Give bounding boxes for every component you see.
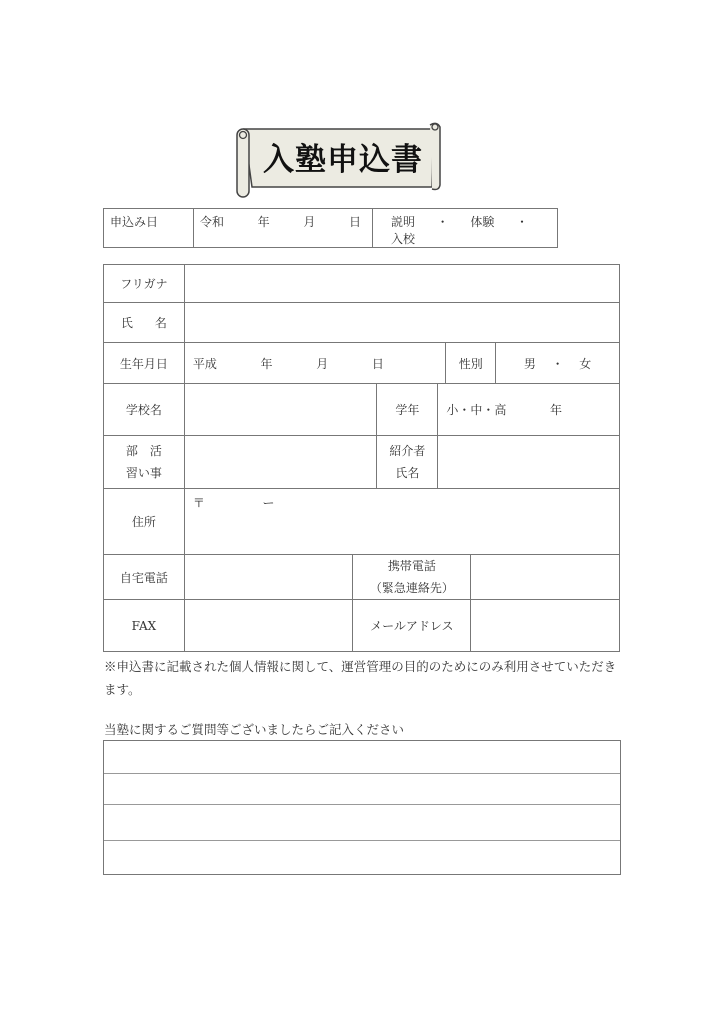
birthdate-field[interactable]: 平成 年 月 日 [184, 343, 445, 384]
application-date-label: 申込み日 [104, 209, 194, 248]
gender-options: 男 ・ 女 [496, 343, 620, 384]
home-phone-field[interactable] [184, 555, 353, 600]
mobile-phone-field[interactable] [471, 555, 620, 600]
application-date-field[interactable] [194, 209, 373, 248]
address-label: 住所 [104, 489, 185, 555]
student-info-table [103, 264, 620, 652]
grade-field[interactable]: 小・中・高 年 [438, 384, 620, 436]
title-banner [234, 121, 444, 199]
school-label: 学校名 [104, 384, 185, 436]
page-title: 入塾申込書 [263, 142, 423, 178]
purpose-enroll[interactable]: 入校 [391, 232, 416, 246]
postal-dash: ー [262, 496, 275, 510]
referrer-field[interactable] [438, 436, 620, 489]
furigana-field[interactable] [184, 265, 619, 303]
purpose-options: 説明 ・ 体験 ・ 入校 [373, 209, 558, 248]
ruled-line [104, 773, 620, 774]
day-unit: 日 [349, 215, 362, 229]
questions-box[interactable] [103, 740, 621, 875]
era-text: 令和 [200, 215, 225, 229]
name-label: 氏 名 [104, 303, 185, 343]
name-field[interactable] [184, 303, 619, 343]
fax-field[interactable] [184, 600, 353, 652]
furigana-label: フリガナ [104, 265, 185, 303]
school-field[interactable] [184, 384, 377, 436]
application-date-table [103, 208, 558, 248]
fax-label: FAX [104, 600, 185, 652]
home-phone-label: 自宅電話 [104, 555, 185, 600]
address-field[interactable] [184, 489, 619, 555]
purpose-explanation[interactable]: 説明 [391, 215, 416, 229]
postal-mark: 〒 [192, 496, 205, 510]
grade-label: 学年 [377, 384, 438, 436]
month-unit: 月 [303, 215, 316, 229]
birthdate-label: 生年月日 [104, 343, 185, 384]
email-label: メールアドレス [353, 600, 471, 652]
gender-male[interactable]: 男 [523, 356, 536, 371]
purpose-trial[interactable]: 体験 [470, 215, 495, 229]
ruled-line [104, 840, 620, 841]
gender-label: 性別 [446, 343, 496, 384]
year-unit: 年 [257, 215, 270, 229]
privacy-note: ※申込書に記載された個人情報に関して、運営管理の目的のためにのみ利用させていただきます。 [104, 659, 617, 697]
email-field[interactable] [471, 600, 620, 652]
club-label: 部 活 習い事 [104, 436, 185, 489]
ruled-line [104, 804, 620, 805]
gender-female[interactable]: 女 [579, 356, 592, 371]
questions-label: 当塾に関するご質問等ございましたらご記入ください [104, 722, 405, 737]
referrer-label: 紹介者 氏名 [377, 436, 438, 489]
mobile-phone-label: 携帯電話 （緊急連絡先） [353, 555, 471, 600]
club-field[interactable] [184, 436, 377, 489]
